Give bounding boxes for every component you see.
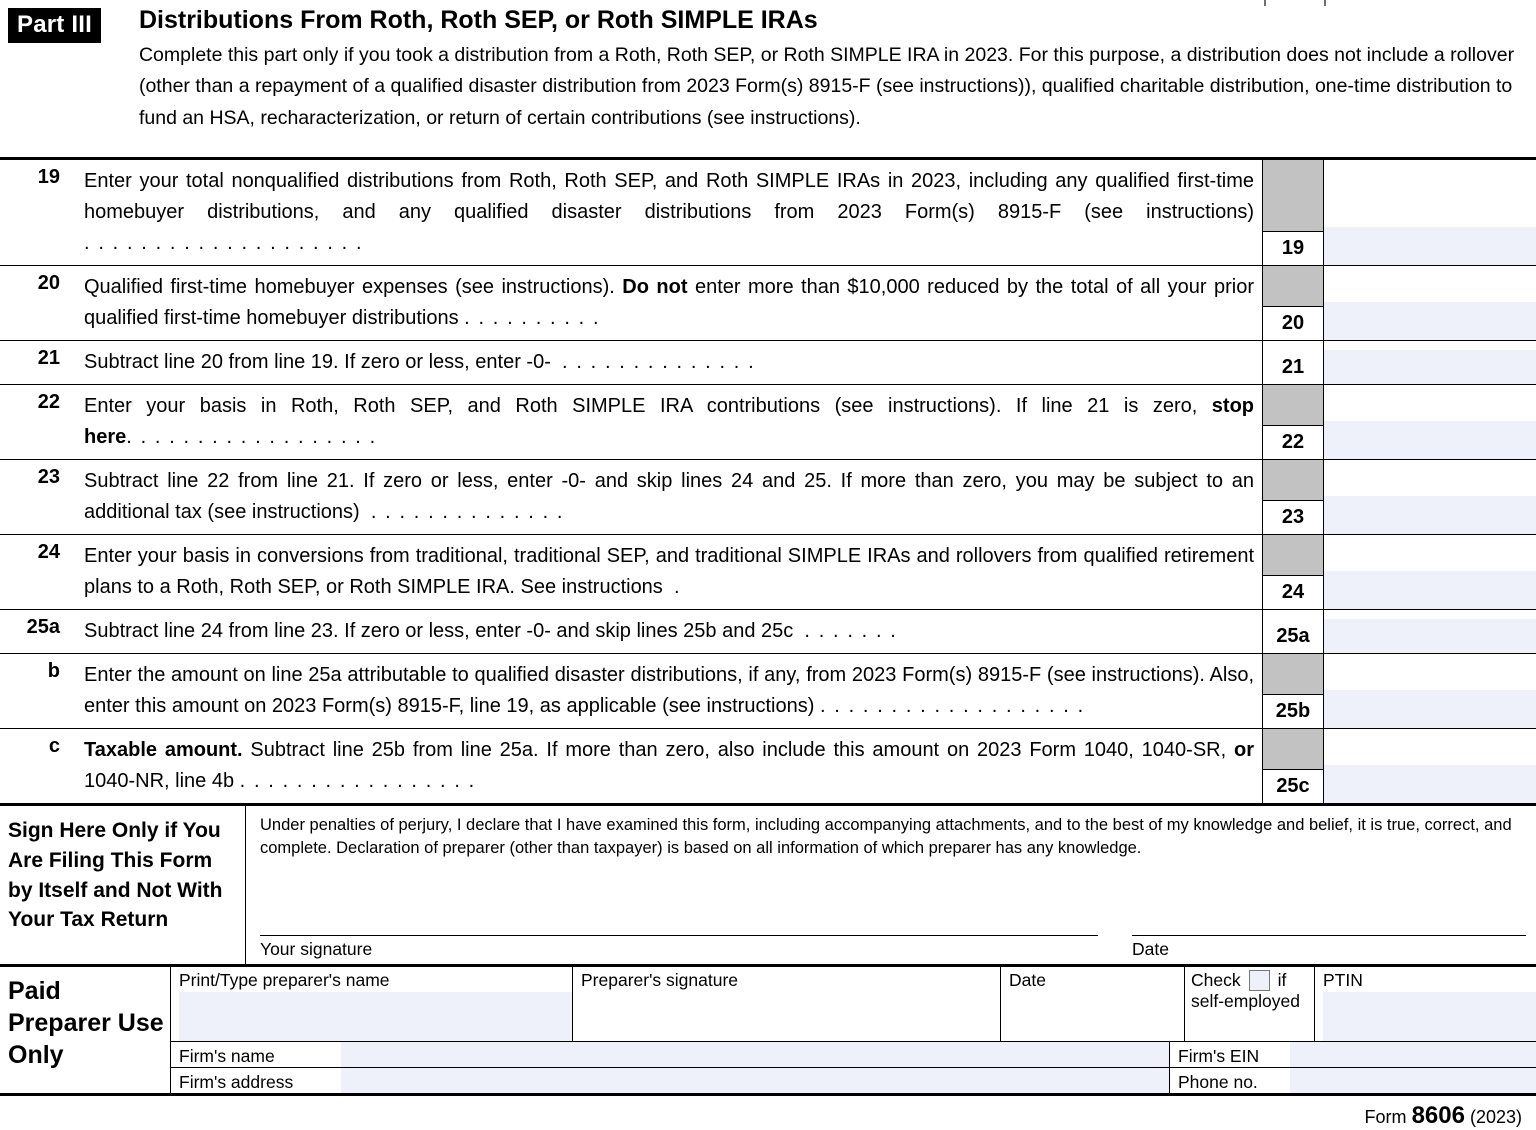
line-21-text: [60, 341, 1262, 384]
line-25c-leader: . . . . . . . . . . . . . . . . .: [239, 770, 476, 792]
form-line-25a: [0, 610, 1536, 654]
line-25c-amount-cell[interactable]: [1324, 729, 1536, 803]
line-25b-leader: . . . . . . . . . . . . . . . . . . .: [819, 695, 1085, 717]
line-23-leader: . . . . . . . . . . . . . .: [370, 501, 565, 523]
self-employed-caption-text: self-employed: [1191, 991, 1300, 1011]
preparer-row-top: [171, 967, 1536, 1042]
header-tick-left: [1264, 0, 1266, 6]
line-25c-instruction-b: Subtract line 25b from line 25a. If more than zero, also include this amount on 2023 Form 1040, 1040-SR,: [242, 739, 1234, 761]
firm-ein-input[interactable]: [1290, 1042, 1536, 1067]
firm-name-input[interactable]: [341, 1042, 1170, 1067]
line-22-text: [60, 385, 1262, 459]
line-24-tag: 24: [1263, 575, 1323, 609]
form-lines: [0, 160, 1536, 806]
line-25b-instruction: Enter the amount on line 25a attributable to qualified disaster distributions, if any, from 2023 Form(s) 8915-F (see instructions). Also, enter this amount on 2023 Form(s) 8915-F, line 19, as applicable (see instructions): [84, 664, 1254, 717]
line-25a-amount-cell[interactable]: [1324, 610, 1536, 653]
preparer-row-firm-address: [171, 1068, 1536, 1093]
line-23-amount-cell[interactable]: [1324, 460, 1536, 534]
preparer-date-input[interactable]: [1009, 992, 1184, 1041]
line-25a-tag-box: [1262, 610, 1324, 653]
line-19-tag: 19: [1263, 231, 1323, 265]
line-22-tag: 22: [1263, 425, 1323, 459]
part-description: Complete this part only if you took a distribution from a Roth, Roth SEP, or Roth SIMPLE IRA in 2023. For this purpose, a distribution does not include a rollover (other than a repayment of a qualified disaster distribution from 2023 Form(s) 8915-F (see instructions)), qualified charitable distribution, one-time distribution to fund an HSA, recharacterization, or return of certain contributions (see instructions).: [138, 43, 1515, 129]
signature-date-field[interactable]: [1132, 935, 1526, 960]
self-employed-checkbox[interactable]: [1249, 970, 1270, 991]
line-25b-tag: 25b: [1263, 694, 1323, 728]
line-25a-tag: 25a: [1263, 620, 1323, 653]
form-footer: [0, 1096, 1536, 1130]
phone-input[interactable]: [1290, 1068, 1536, 1093]
line-23-number: 23: [37, 466, 60, 488]
form-line-22: [0, 385, 1536, 460]
line-25c-number: c: [48, 735, 60, 757]
form-line-24: [0, 535, 1536, 610]
form-line-19: [0, 160, 1536, 266]
line-24-amount-cell[interactable]: [1324, 535, 1536, 609]
form-line-25b: [0, 654, 1536, 729]
paid-preparer-label: Paid Preparer Use Only: [8, 977, 164, 1069]
signature-lines: [260, 935, 1526, 960]
line-22-amount-cell[interactable]: [1324, 385, 1536, 459]
line-22-amount-input[interactable]: [1324, 421, 1536, 459]
line-21-number: 21: [37, 347, 60, 369]
line-19-text: [60, 160, 1262, 265]
firm-address-caption: Firm's address: [179, 1072, 294, 1092]
line-25a-amount-input[interactable]: [1324, 619, 1536, 653]
line-23-instruction: Subtract line 22 from line 21. If zero or less, enter -0- and skip lines 24 and 25. If more than zero, you may be subject to an additional tax (see instructions): [84, 470, 1254, 523]
line-25c-tag: 25c: [1263, 769, 1323, 803]
line-23-tag: 23: [1263, 500, 1323, 534]
ptin-caption: PTIN: [1323, 970, 1363, 990]
preparer-signature-caption: Preparer's signature: [581, 970, 739, 990]
line-25c-instruction-d: 1040-NR, line 4b: [84, 770, 235, 792]
line-23-tag-box: [1262, 460, 1324, 534]
line-25a-number: 25a: [26, 616, 60, 638]
paid-preparer-block: [0, 967, 1536, 1096]
line-25c-tag-box: [1262, 729, 1324, 803]
ptin-input[interactable]: [1323, 992, 1536, 1041]
part-header-text: [139, 4, 1526, 134]
line-25b-number: b: [47, 660, 60, 682]
line-25b-amount-input[interactable]: [1324, 690, 1536, 728]
preparer-name-input[interactable]: [179, 992, 572, 1041]
form-line-23: [0, 460, 1536, 535]
line-21-amount-input[interactable]: [1324, 350, 1536, 384]
self-employed-caption-if: if: [1277, 969, 1287, 990]
firm-ein-caption: Firm's EIN: [1178, 1046, 1260, 1066]
form-line-25c: [0, 729, 1536, 803]
line-23-amount-input[interactable]: [1324, 496, 1536, 534]
preparer-row-firm-name: [171, 1042, 1536, 1068]
line-20-amount-input[interactable]: [1324, 302, 1536, 340]
line-23-text: [60, 460, 1262, 534]
line-25c-or: or: [1234, 739, 1254, 761]
line-20-do-not: Do not: [622, 276, 688, 298]
line-20-text: [60, 266, 1262, 340]
part-title: Distributions From Roth, Roth SEP, or Roth SIMPLE IRAs: [138, 6, 818, 34]
footer-form-number: 8606: [1411, 1102, 1465, 1129]
line-21-leader: . . . . . . . . . . . . . .: [562, 351, 756, 373]
sign-here-label: Sign Here Only if You Are Filing This Form by Itself and Not With Your Tax Return: [0, 806, 246, 964]
part-badge: Part III: [8, 8, 101, 43]
line-20-instruction-c: enter more than $10,000 reduced by the total of all your prior qualified first-time homebuyer distributions: [84, 276, 1254, 329]
preparer-name-cell[interactable]: [171, 967, 573, 1041]
signature-date-caption: Date: [1132, 939, 1169, 959]
line-20-leader: . . . . . . . . . .: [464, 307, 601, 329]
phone-caption: Phone no.: [1178, 1072, 1258, 1092]
line-19-instruction: Enter your total nonqualified distributions from Roth, Roth SEP, and Roth SIMPLE IRAs in 2023, including any qualified first-time homebuyer distributions, and any qualified disaster distributions from 2023 Form(s) 8915-F (see instructions): [84, 170, 1254, 223]
preparer-signature-cell[interactable]: [573, 967, 1001, 1041]
line-25c-amount-input[interactable]: [1324, 765, 1536, 803]
preparer-date-caption: Date: [1009, 970, 1046, 990]
line-25a-leader: . . . . . . .: [804, 620, 898, 642]
self-employed-cell[interactable]: [1185, 967, 1315, 1041]
line-25b-tag-box: [1262, 654, 1324, 728]
line-25b-text: [60, 654, 1262, 728]
form-line-20: [0, 266, 1536, 341]
your-signature-caption: Your signature: [260, 939, 373, 959]
self-employed-caption-check: Check: [1191, 969, 1241, 990]
preparer-name-caption: Print/Type preparer's name: [179, 970, 390, 990]
line-22-instruction-a: Enter your basis in Roth, Roth SEP, and Roth SIMPLE IRA contributions (see instructions). If line 21 is zero,: [84, 395, 1212, 417]
line-24-number: 24: [37, 541, 60, 563]
line-25c-taxable-amount: Taxable amount.: [84, 739, 243, 761]
your-signature-field[interactable]: [260, 935, 1098, 960]
line-24-text: [60, 535, 1262, 609]
sign-here-body: [246, 806, 1536, 964]
perjury-statement: Under penalties of perjury, I declare that I have examined this form, including accompanying attachments, and to the best of my knowledge and belief, it is true, correct, and complete. Declaration of preparer (other than taxpayer) is based on all information of which preparer has any knowledge.: [260, 816, 1512, 857]
sign-here-block: [0, 806, 1536, 967]
preparer-date-cell[interactable]: [1001, 967, 1185, 1041]
line-19-amount-input[interactable]: [1324, 227, 1536, 265]
header-tick-right: [1324, 0, 1326, 6]
line-22-stop-here: stop here: [84, 395, 1254, 448]
line-20-tag-box: [1262, 266, 1324, 340]
line-21-tag-box: [1262, 341, 1324, 384]
ptin-cell[interactable]: [1315, 967, 1536, 1041]
line-19-number: 19: [37, 166, 60, 188]
line-20-instruction-a: Qualified first-time homebuyer expenses (see instructions).: [84, 276, 623, 298]
line-24-leader: .: [673, 576, 682, 598]
line-19-leader: . . . . . . . . . . . . . . . . . . . .: [84, 232, 364, 254]
firm-name-caption: Firm's name: [179, 1046, 275, 1066]
line-19-tag-box: [1262, 160, 1324, 265]
form-line-21: [0, 341, 1536, 385]
line-20-tag: 20: [1263, 306, 1323, 340]
line-22-tag-box: [1262, 385, 1324, 459]
line-25a-instruction: Subtract line 24 from line 23. If zero or less, enter -0- and skip lines 25b and 25c: [84, 620, 794, 642]
footer-form-prefix: Form: [1364, 1107, 1407, 1127]
line-24-amount-input[interactable]: [1324, 571, 1536, 609]
paid-preparer-grid: [170, 967, 1536, 1093]
line-25c-text: [60, 729, 1262, 803]
line-24-tag-box: [1262, 535, 1324, 609]
part-iii-header: [0, 0, 1536, 160]
footer-form-year: (2023): [1469, 1107, 1522, 1127]
line-24-instruction: Enter your basis in conversions from traditional, traditional SEP, and traditional SIMPLE IRAs and rollovers from qualified retirement plans to a Roth, Roth SEP, or Roth SIMPLE IRA. See instructions: [84, 545, 1254, 598]
line-22-leader: . . . . . . . . . . . . . . . . . .: [126, 426, 377, 448]
line-21-instruction: Subtract line 20 from line 19. If zero or less, enter -0-: [84, 351, 551, 373]
line-25a-text: [60, 610, 1262, 653]
line-19-amount-cell[interactable]: [1324, 160, 1536, 265]
self-employed-check-line: [1191, 970, 1314, 991]
line-22-number: 22: [37, 391, 60, 413]
line-25b-amount-cell[interactable]: [1324, 654, 1536, 728]
line-21-amount-cell[interactable]: [1324, 341, 1536, 384]
line-20-number: 20: [37, 272, 60, 294]
preparer-signature-input[interactable]: [581, 992, 1000, 1041]
line-20-amount-cell[interactable]: [1324, 266, 1536, 340]
firm-address-input[interactable]: [341, 1068, 1170, 1093]
line-21-tag: 21: [1263, 351, 1323, 384]
